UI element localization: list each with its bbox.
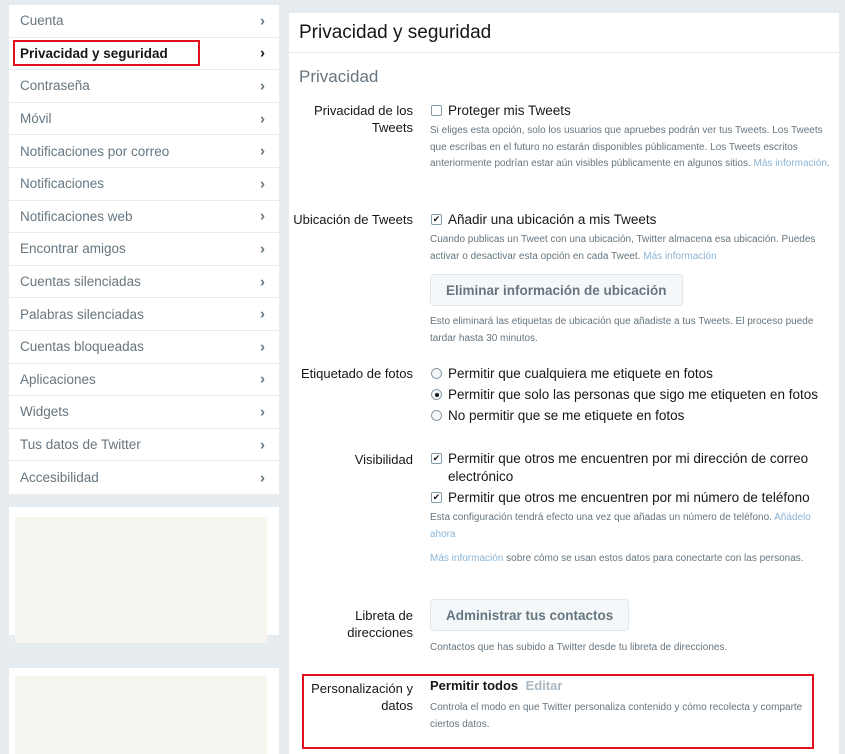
protect-tweets-checkbox[interactable] (431, 105, 442, 116)
sidebar-item-privacidad[interactable] (9, 38, 279, 71)
edit-link[interactable]: Editar (525, 678, 563, 693)
period: . (826, 158, 830, 170)
sidebar-item-contrasena[interactable] (9, 70, 279, 103)
address-book-label: Libreta de direcciones (347, 608, 413, 640)
sidebar-item-label: Contraseña (20, 78, 90, 94)
add-location-checkbox[interactable]: ✔ (432, 214, 441, 224)
address-book-help: Contactos que has subido a Twitter desde tu libreta de direcciones. (430, 642, 728, 653)
chevron-right-icon: › (260, 142, 265, 160)
option-label: Permitir que solo las personas que sigo me etiqueten en fotos (448, 387, 818, 402)
sidebar-item-encontrar-amigos[interactable] (9, 233, 279, 266)
sidebar-item-label: Notificaciones (20, 176, 105, 192)
panel-placeholder (15, 676, 267, 754)
sidebar-item-label: Tus datos de Twitter (20, 437, 141, 453)
sidebar-item-notificaciones[interactable] (9, 168, 279, 201)
sidebar-item-label: Notificaciones web (20, 208, 133, 224)
manage-contacts-button[interactable]: Administrar tus contactos (430, 599, 629, 631)
chevron-right-icon: › (260, 338, 265, 356)
sidebar-item-movil[interactable] (9, 103, 279, 136)
tag-anyone-radio[interactable] (431, 368, 442, 379)
sidebar-item-label: Widgets (20, 404, 69, 420)
sidebar-item-label: Notificaciones por correo (20, 143, 170, 159)
sidebar-item-cuenta[interactable] (9, 5, 279, 38)
panel-placeholder (15, 517, 267, 643)
tweet-privacy-label: Privacidad de los Tweets (314, 103, 413, 135)
sidebar-item-label: Cuenta (20, 13, 64, 29)
sidebar-item-label: Palabras silenciadas (20, 306, 144, 322)
page-title: Privacidad y seguridad (289, 13, 839, 53)
section-title: Privacidad (299, 67, 379, 86)
chevron-right-icon: › (260, 77, 265, 95)
protect-tweets-option[interactable] (430, 102, 830, 120)
help-body: Esta configuración tendrá efecto una vez que añadas un número de teléfono. (430, 512, 772, 523)
sidebar-item-tus-datos[interactable] (9, 429, 279, 462)
sidebar-item-label: Móvil (20, 111, 52, 127)
chevron-right-icon: › (260, 436, 265, 454)
sidebar-item-accesibilidad[interactable] (9, 461, 279, 494)
help-text (430, 123, 830, 173)
sidebar-item-notificaciones-correo[interactable] (9, 135, 279, 168)
settings-sidebar (8, 4, 280, 495)
help-text (430, 510, 830, 543)
chevron-right-icon: › (260, 305, 265, 323)
add-phone-link[interactable]: Añádelo ahora (430, 512, 811, 540)
option-label: No permitir que se me etiquete en fotos (448, 408, 685, 423)
add-location-option[interactable] (430, 211, 830, 229)
location-label: Ubicación de Tweets (293, 212, 413, 227)
email-discover-option[interactable] (430, 450, 830, 486)
photo-tagging-label: Etiquetado de fotos (300, 366, 413, 381)
option-label: Permitir que cualquiera me etiquete en fotos (448, 366, 713, 381)
personalization-help: Controla el modo en que Twitter personaliza contenido y cómo recolecta y comparte ciertos datos. (430, 702, 803, 730)
chevron-right-icon: › (260, 240, 265, 258)
sidebar-item-palabras-silenciadas[interactable] (9, 298, 279, 331)
help-body: sobre cómo se usan estos datos para conectarte con las personas. (506, 553, 804, 565)
tag-none-radio[interactable] (431, 410, 442, 421)
sidebar-item-label: Accesibilidad (20, 470, 99, 486)
tag-following-option[interactable] (430, 386, 830, 404)
personalization-label: Personalización y datos (311, 681, 413, 713)
chevron-right-icon: › (260, 12, 265, 30)
help-body: Cuando publicas un Tweet con una ubicación, Twitter almacena esa ubicación. Puedes activar o desactivar esta opción en cada Tweet. (430, 234, 816, 262)
chevron-right-icon: › (260, 44, 265, 62)
option-label: Proteger mis Tweets (448, 103, 571, 118)
chevron-right-icon: › (260, 207, 265, 225)
sidebar-item-notificaciones-web[interactable] (9, 201, 279, 234)
chevron-right-icon: › (260, 403, 265, 421)
more-info-link[interactable]: Más información (643, 250, 717, 262)
chevron-right-icon: › (260, 273, 265, 291)
sidebar-item-cuentas-silenciadas[interactable] (9, 266, 279, 299)
sidebar-item-widgets[interactable] (9, 396, 279, 429)
chevron-right-icon: › (260, 110, 265, 128)
help-body: Si eliges esta opción, solo los usuarios que apruebes podrán ver tus Tweets. Los Tweets que escribas en el futuro no estarán disponibles públicamente. Los Tweets escritos anteriormente podrían estar aún visibles públicamente en algunos sitios. (430, 125, 823, 170)
more-info-link[interactable]: Más información (430, 553, 504, 565)
settings-main (288, 12, 840, 754)
visibility-label: Visibilidad (354, 452, 413, 467)
sidebar-item-label: Cuentas silenciadas (20, 274, 141, 290)
sidebar-item-label: Encontrar amigos (20, 241, 126, 257)
sidebar-item-aplicaciones[interactable] (9, 364, 279, 397)
phone-discover-checkbox[interactable]: ✔ (432, 492, 441, 502)
help-text (430, 232, 830, 265)
sidebar-panel (8, 667, 280, 754)
option-label: Permitir que otros me encuentren por mi número de teléfono (448, 490, 810, 505)
option-label: Añadir una ubicación a mis Tweets (448, 212, 657, 227)
phone-discover-option[interactable] (430, 489, 830, 507)
email-discover-checkbox[interactable]: ✔ (432, 453, 441, 463)
chevron-right-icon: › (260, 469, 265, 487)
delete-location-button[interactable]: Eliminar información de ubicación (430, 274, 683, 306)
sidebar-item-label: Privacidad y seguridad (20, 45, 168, 61)
help-text (430, 551, 830, 568)
tag-anyone-option[interactable] (430, 365, 830, 383)
chevron-right-icon: › (260, 370, 265, 388)
tag-none-option[interactable] (430, 407, 830, 425)
sidebar-panel (8, 506, 280, 636)
personalization-value: Permitir todos (430, 678, 519, 693)
sidebar-item-cuentas-bloqueadas[interactable] (9, 331, 279, 364)
sidebar-item-label: Aplicaciones (20, 371, 96, 387)
personalization-value-row (430, 677, 830, 695)
option-label: Permitir que otros me encuentren por mi dirección de correo electrónico (448, 451, 809, 484)
more-info-link[interactable]: Más información (753, 158, 827, 170)
chevron-right-icon: › (260, 175, 265, 193)
delete-location-help: Esto eliminará las etiquetas de ubicación que añadiste a tus Tweets. El proceso puede tardar hasta 30 minutos. (430, 316, 814, 344)
tag-following-radio[interactable] (431, 389, 442, 400)
sidebar-item-label: Cuentas bloqueadas (20, 339, 144, 355)
